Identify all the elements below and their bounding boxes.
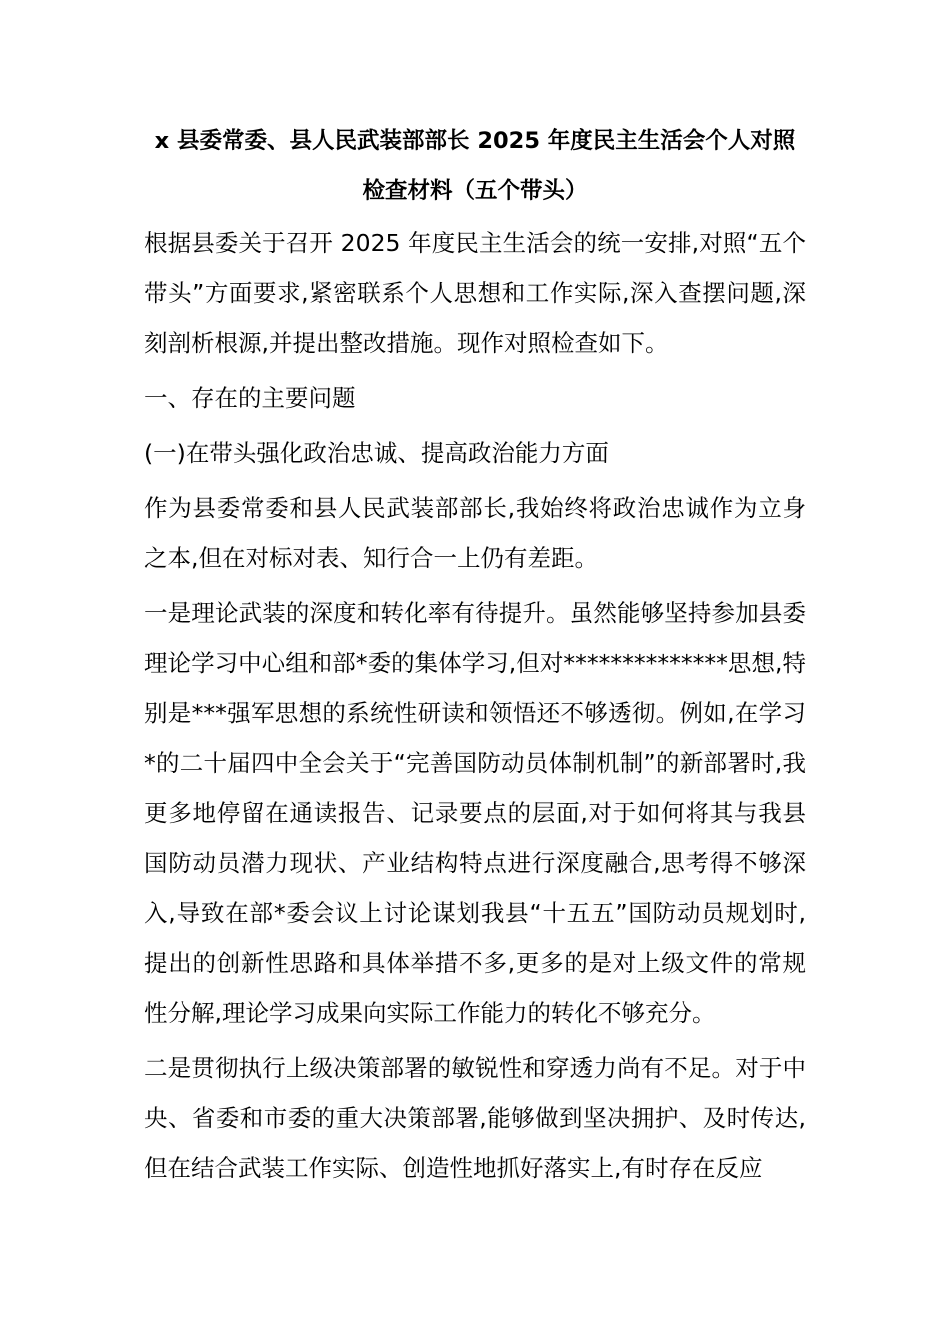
subsection-heading-1: (一)在带头强化政治忠诚、提高政治能力方面 [144,439,609,467]
issue-paragraph-1: 一是理论武装的深度和转化率有待提升。虽然能够坚持参加县委理论学习中心组和部*委的集体学习,但对**************思想,特别是***强军思想的系统性研读和领悟还不够透彻。例如,在学习*的二十届四中全会关于“完善国防动员体制机制”的新部署时,我更多地停留在通读报告、记录要点的层面,对于如何将其与我县国防动员潜力现状、产业结构特点进行深度融合,思考得不够深入,导致在部*委会议上讨论谋划我县“十五五”国防动员规划时,提出的创新性思路和具体举措不多,更多的是对上级文件的常规性分解,理论学习成果向实际工作能力的转化不够充分。 [144,599,806,1027]
section-heading-1: 一、存在的主要问题 [144,384,356,412]
title-line-2: 检查材料（五个带头） [362,178,588,204]
document-page [144,116,806,1198]
document-title [144,116,806,216]
role-paragraph: 作为县委常委和县人民武装部部长,我始终将政治忠诚作为立身之本,但在对标对表、知行合一上仍有差距。 [144,494,806,572]
issue-paragraph-2: 二是贯彻执行上级决策部署的敏锐性和穿透力尚有不足。对于中央、省委和市委的重大决策部署,能够做到坚决拥护、及时传达,但在结合武装工作实际、创造性地抓好落实上,有时存在反应 [144,1054,806,1182]
intro-paragraph: 根据县委关于召开 2025 年度民主生活会的统一安排,对照“五个带头”方面要求,紧密联系个人思想和工作实际,深入查摆问题,深刻剖析根源,并提出整改措施。现作对照检查如下。 [144,229,806,357]
title-line-1: x 县委常委、县人民武装部部长 2025 年度民主生活会个人对照 [154,128,796,154]
